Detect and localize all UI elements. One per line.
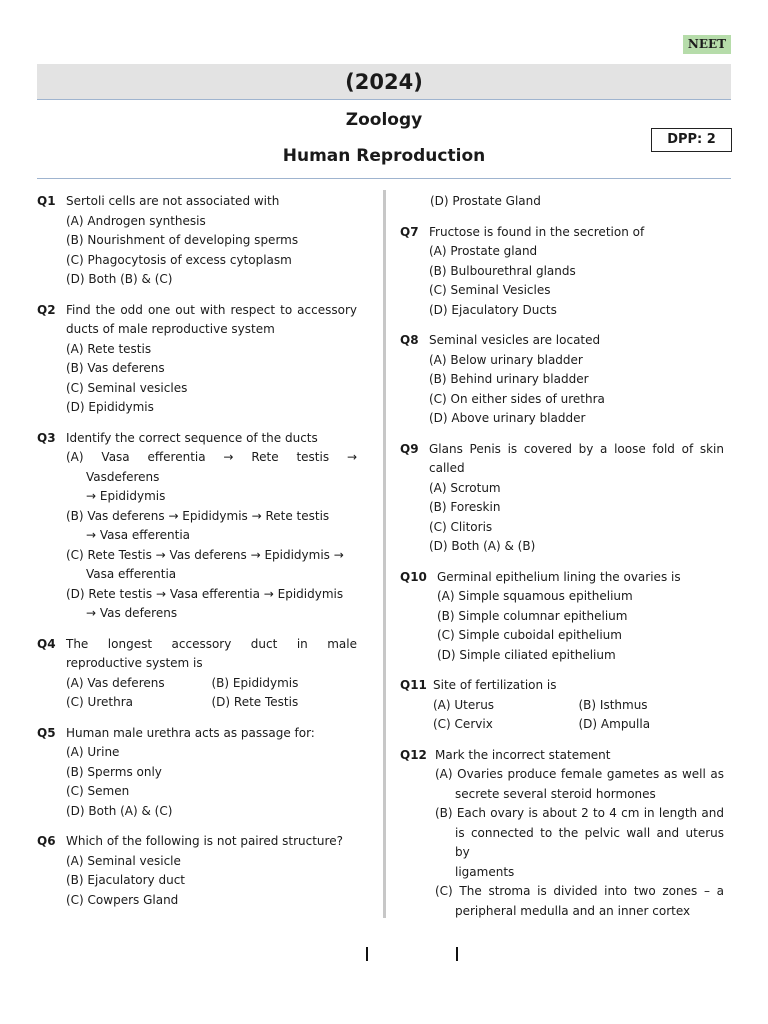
question-12 bbox=[400, 746, 724, 922]
question-11 bbox=[400, 676, 724, 735]
option-a-cont: → Epididymis bbox=[86, 489, 166, 503]
option-d: (D) Both (A) & (C) bbox=[66, 803, 173, 818]
option-a: (A) Ovaries produce female gametes as well as bbox=[435, 767, 724, 781]
header-divider bbox=[37, 178, 731, 179]
option-a: (A) Scrotum bbox=[429, 480, 501, 495]
question-2 bbox=[37, 301, 357, 418]
option-d: (D) Both (B) & (C) bbox=[66, 272, 173, 286]
option-c: (C) Cowpers Gland bbox=[66, 892, 179, 907]
question-text: Mark the incorrect statement bbox=[435, 747, 611, 762]
option-b: (B) Epididymis bbox=[211, 675, 299, 690]
question-text-cont: called bbox=[429, 461, 465, 475]
option-b: (B) Vas deferens → Epididymis → Rete testis bbox=[66, 508, 330, 523]
option-a: (A) Seminal vesicle bbox=[66, 853, 181, 868]
option-a: (A) Prostate gland bbox=[429, 244, 538, 258]
option-a: (A) Simple squamous epithelium bbox=[437, 589, 633, 603]
year-banner: (2024) bbox=[37, 64, 731, 100]
option-b: (B) Foreskin bbox=[429, 500, 501, 514]
option-a: (A) Urine bbox=[66, 745, 120, 759]
option-d-cont: → Vas deferens bbox=[86, 606, 178, 620]
option-c: (C) Seminal Vesicles bbox=[429, 283, 551, 297]
option-c: (C) Phagocytosis of excess cytoplasm bbox=[66, 252, 292, 267]
question-10 bbox=[400, 568, 724, 666]
chapter-title: Human Reproduction bbox=[282, 146, 486, 166]
option-a: (A) Below urinary bladder bbox=[429, 352, 583, 367]
dpp-number: DPP: 2 bbox=[651, 128, 732, 152]
question-text: Glans Penis is covered by a loose fold of skin bbox=[429, 441, 724, 456]
question-text-cont: reproductive system is bbox=[66, 656, 203, 670]
question-1 bbox=[37, 192, 357, 290]
option-b: (B) Bulbourethral glands bbox=[429, 263, 576, 278]
option-d: (D) Rete testis → Vasa efferentia → Epididymis bbox=[66, 586, 344, 601]
question-number: Q2 bbox=[37, 302, 56, 317]
question-8 bbox=[400, 331, 724, 429]
question-7 bbox=[400, 223, 724, 321]
option-d: (D) Ampulla bbox=[578, 717, 651, 731]
question-text: Find the odd one out with respect to accessory bbox=[66, 302, 357, 317]
option-b-cont: is connected to the pelvic wall and uterus by bbox=[455, 825, 724, 859]
footer-mark-left bbox=[366, 947, 368, 961]
question-6 bbox=[37, 832, 357, 910]
question-number: Q9 bbox=[400, 441, 419, 456]
option-c: (C) On either sides of urethra bbox=[429, 391, 605, 406]
option-a: (A) Rete testis bbox=[66, 341, 152, 356]
option-a-cont: secrete several steroid hormones bbox=[455, 786, 656, 801]
option-b: (B) Behind urinary bladder bbox=[429, 372, 589, 386]
option-d: (D) Ejaculatory Ducts bbox=[429, 302, 557, 317]
question-number: Q6 bbox=[37, 834, 56, 848]
question-number: Q8 bbox=[400, 333, 419, 347]
option-d: (D) Prostate Gland bbox=[430, 194, 541, 208]
option-c: (C) Simple cuboidal epithelium bbox=[437, 628, 622, 642]
right-column bbox=[400, 192, 724, 932]
column-divider bbox=[383, 190, 386, 918]
option-c: (C) Semen bbox=[66, 784, 130, 798]
question-5 bbox=[37, 724, 357, 822]
question-text: Fructose is found in the secretion of bbox=[429, 224, 645, 239]
option-b: (B) Isthmus bbox=[578, 697, 648, 712]
option-b-cont: ligaments bbox=[455, 864, 515, 879]
option-d: (D) Epididymis bbox=[66, 400, 154, 414]
question-text-cont: ducts of male reproductive system bbox=[66, 322, 275, 336]
question-number: Q12 bbox=[400, 747, 427, 762]
question-number: Q10 bbox=[400, 569, 427, 584]
footer-mark-right bbox=[456, 947, 458, 961]
option-b-cont: → Vasa efferentia bbox=[86, 528, 191, 542]
option-c-cont: Vasa efferentia bbox=[86, 567, 177, 581]
option-d: (D) Above urinary bladder bbox=[429, 411, 586, 425]
option-b: (B) Each ovary is about 2 to 4 cm in length and bbox=[435, 806, 724, 820]
option-c-cont: peripheral medulla and an inner cortex bbox=[455, 903, 691, 918]
question-4 bbox=[37, 635, 357, 713]
option-b: (B) Nourishment of developing sperms bbox=[66, 233, 299, 247]
question-text: The longest accessory duct in male bbox=[66, 636, 357, 651]
option-c: (C) Urethra bbox=[66, 695, 133, 709]
question-3 bbox=[37, 429, 357, 624]
option-a-cont: Vasdeferens bbox=[86, 469, 160, 484]
option-a: (A) Vasa efferentia → Rete testis → bbox=[66, 450, 357, 464]
exam-badge: NEET bbox=[683, 35, 731, 54]
question-text: Identify the correct sequence of the ducts bbox=[66, 430, 318, 445]
option-c: (C) Rete Testis → Vas deferens → Epididymis → bbox=[66, 547, 344, 562]
option-a: (A) Vas deferens bbox=[66, 675, 165, 690]
question-number: Q3 bbox=[37, 430, 56, 445]
question-text: Germinal epithelium lining the ovaries is bbox=[437, 569, 681, 584]
option-d: (D) Both (A) & (B) bbox=[429, 539, 536, 553]
question-text: Seminal vesicles are located bbox=[429, 333, 601, 347]
option-b: (B) Vas deferens bbox=[66, 361, 165, 375]
question-number: Q1 bbox=[37, 194, 56, 208]
question-text: Which of the following is not paired structure? bbox=[66, 834, 343, 848]
option-a: (A) Androgen synthesis bbox=[66, 213, 206, 228]
left-column bbox=[37, 192, 357, 921]
question-9 bbox=[400, 440, 724, 557]
option-c: (C) Clitoris bbox=[429, 519, 493, 534]
option-b: (B) Ejaculatory duct bbox=[66, 873, 185, 887]
option-b: (B) Sperms only bbox=[66, 764, 162, 779]
option-c: (C) Cervix bbox=[433, 717, 493, 731]
question-number: Q11 bbox=[400, 678, 427, 692]
option-b: (B) Simple columnar epithelium bbox=[437, 608, 628, 623]
question-number: Q5 bbox=[37, 725, 56, 740]
subject-title: Zoology bbox=[345, 110, 423, 130]
option-d: (D) Rete Testis bbox=[211, 695, 299, 709]
question-text: Sertoli cells are not associated with bbox=[66, 194, 280, 208]
question-number: Q7 bbox=[400, 224, 419, 239]
option-c: (C) Seminal vesicles bbox=[66, 380, 188, 395]
question-text: Site of fertilization is bbox=[433, 678, 557, 692]
question-text: Human male urethra acts as passage for: bbox=[66, 725, 315, 740]
question-number: Q4 bbox=[37, 636, 56, 651]
option-a: (A) Uterus bbox=[433, 697, 495, 712]
option-c: (C) The stroma is divided into two zones – a bbox=[435, 884, 724, 898]
option-d: (D) Simple ciliated epithelium bbox=[437, 647, 616, 662]
